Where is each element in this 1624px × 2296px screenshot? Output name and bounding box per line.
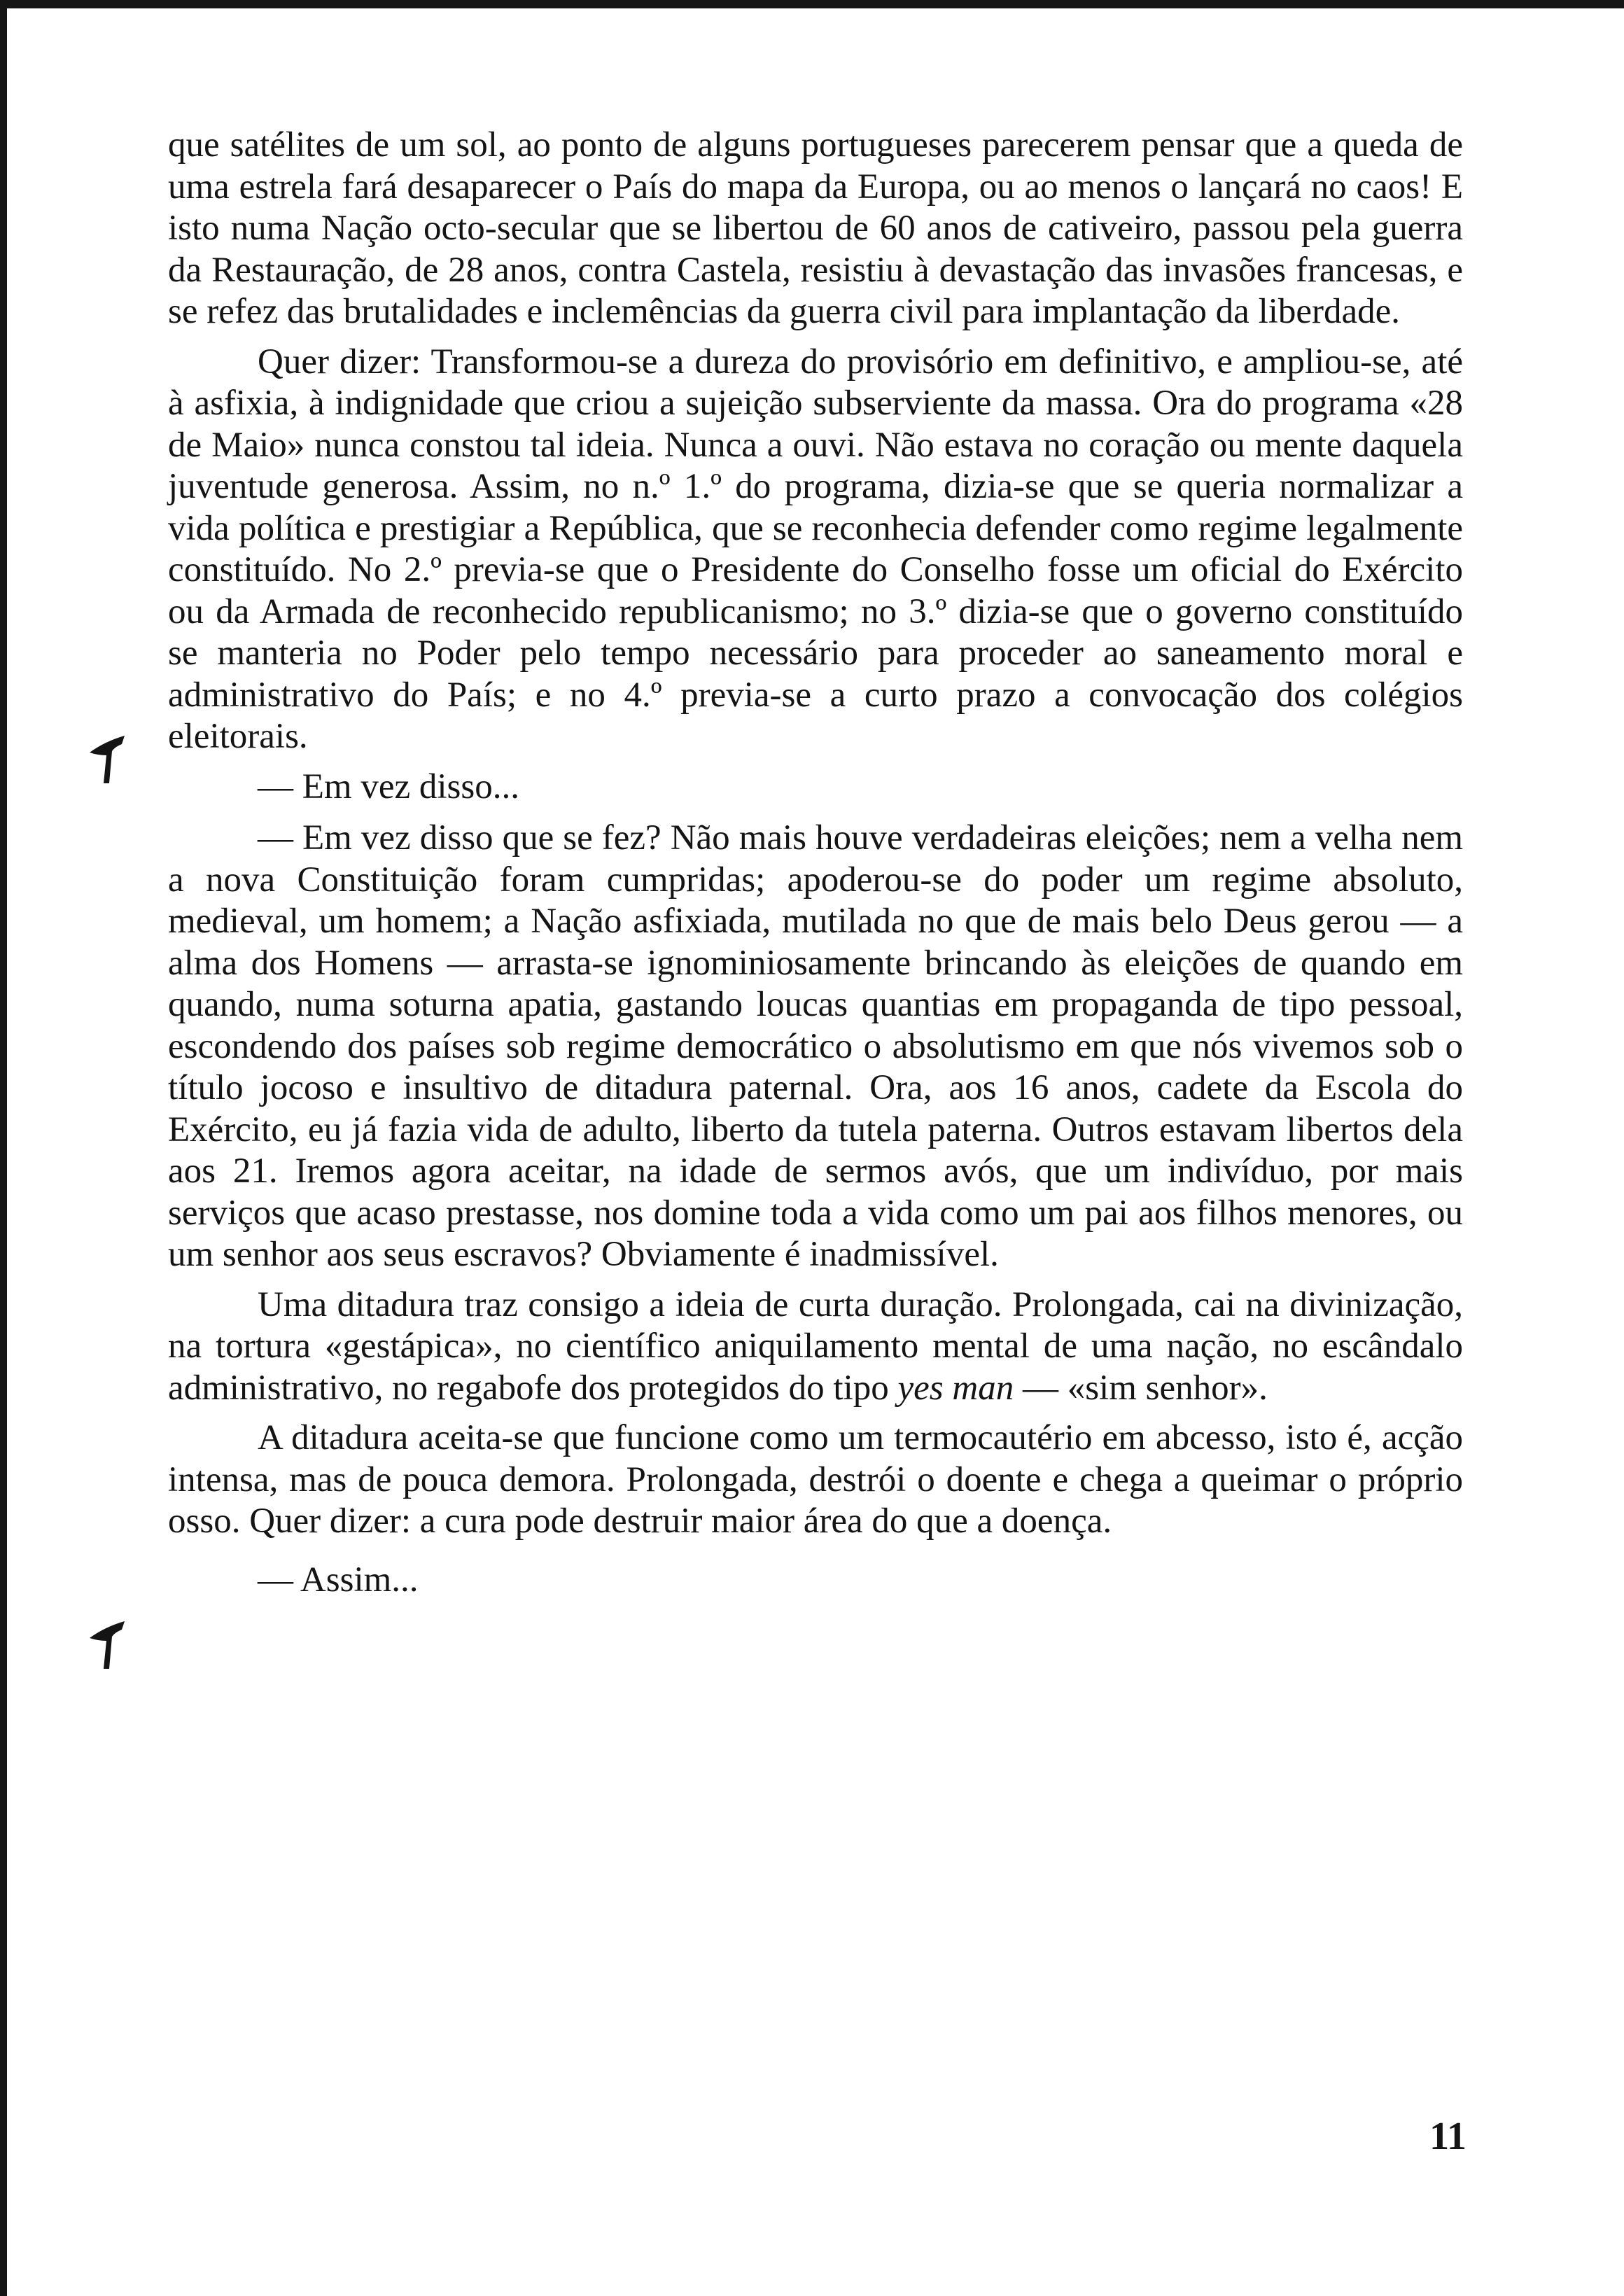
paragraph-ditadura-text: Uma ditadura traz consigo a ideia de curta duração. Prolongada, cai na divinização, na tortura «gestápica», no científico aniquilamento mental de uma nação, no escândalo administrativo, no regabofe dos protegidos do tipo xyxy=(168,1284,1463,1408)
paragraph-ditadura-italic: yes man xyxy=(897,1368,1014,1408)
paragraph-ditadura-end: — «sim senhor». xyxy=(1014,1368,1268,1408)
margin-pencil-mark-icon xyxy=(84,1617,133,1673)
page-number: 11 xyxy=(1429,2115,1466,2158)
dialogue-em-vez-disso: — Em vez disso... xyxy=(258,766,519,806)
paragraph-continuation: que satélites de um sol, ao ponto de alguns portugueses parecerem pensar que a queda de uma estrela fará desaparecer o País do mapa da Europa, ou ao menos o lançará no caos! E isto numa Nação octo-secular que se libertou de 60 anos de cativeiro, passou pela guerra da Restauração, de 28 anos, contra Castela, resistiu à devastação das invasões francesas, e se refez das brutalidades e inclemências da guerra civil para implantação da liberdade. xyxy=(168,125,1463,331)
page-body xyxy=(168,125,1463,1601)
dialogue-assim: — Assim... xyxy=(258,1560,419,1600)
scan-border-left xyxy=(0,0,7,2296)
paragraph-termocauterio: A ditadura aceita-se que funcione como um termocautério em abcesso, isto é, acção intensa, mas de pouca demora. Prolongada, destrói o doente e chega a queimar o próprio osso. Quer dizer: a cura pode destruir maior área do que a doença. xyxy=(168,1418,1463,1541)
paragraph-quer-dizer: Quer dizer: Transformou-se a dureza do provisório em definitivo, e ampliou-se, até à asfixia, à indignidade que criou a sujeição subserviente da massa. Ora do programa «28 de Maio» nunca constou tal ideia. Nunca a ouvi. Não estava no coração ou mente daquela juventude generosa. Assim, no n.º 1.º do programa, dizia-se que se queria normalizar a vida política e prestigiar a República, que se reconhecia defender como regime legalmente constituído. No 2.º previa-se que o Presidente do Conselho fosse um oficial do Exército ou da Armada de reconhecido republicanismo; no 3.º dizia-se que o governo constituído se manteria no Poder pelo tempo necessário para proceder ao saneamento moral e administrativo do País; e no 4.º previa-se a curto prazo a convocação dos colégios eleitorais. xyxy=(168,342,1463,756)
paragraph-dialogue-reply: — Em vez disso que se fez? Não mais houve verdadeiras eleições; nem a velha nem a nova Constituição foram cumpridas; apoderou-se do poder um regime absoluto, medieval, um homem; a Nação asfixiada, mutilada no que de mais belo Deus gerou — a alma dos Homens — arrasta-se ignominiosamente brincando às eleições de quando em quando, numa soturna apatia, gastando loucas quantias em propaganda de tipo pessoal, escondendo dos países sob regime democrático o absolutismo em que nós vivemos sob o título jocoso e insultivo de ditadura paternal. Ora, aos 16 anos, cadete da Escola do Exército, eu já fazia vida de adulto, liberto da tutela paterna. Outros estavam libertos dela aos 21. Iremos agora aceitar, na idade de sermos avós, que um indivíduo, por mais serviços que acaso prestasse, nos domine toda a vida como um pai aos filhos menores, ou um senhor aos seus escravos? Obviamente é inadmissível. xyxy=(168,818,1463,1274)
paragraph-ditadura xyxy=(168,1284,1463,1410)
margin-pencil-mark-icon xyxy=(84,732,133,788)
scan-border-top xyxy=(0,0,1624,8)
